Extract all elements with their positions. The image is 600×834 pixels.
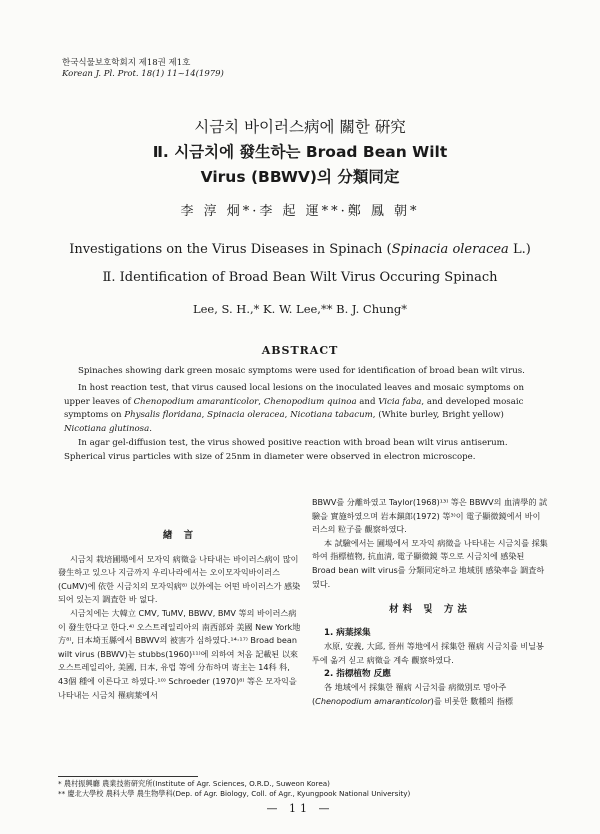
abstract-text: and: [356, 396, 379, 407]
left-column: [58, 523, 302, 702]
species-name: Physalis floridana: [124, 410, 202, 421]
methods-subheading-1: 1. 病葉採集: [324, 627, 371, 638]
species-name: Nicotiana tabacum: [290, 410, 373, 421]
methods-text: )를 비롯한 數種의 指標: [430, 695, 514, 706]
abstract-paragraph-3: In agar gel-diffusion test, the virus showed positive reaction with broad bean wilt virus antiserum. Spherical virus particles with size of 25nm in diameter were observed in electron microscope.: [64, 437, 508, 462]
methods-heading: 材料 및 方法: [389, 604, 471, 616]
species-name: Spinacia oleracea: [207, 410, 285, 421]
abstract-text: , (White burley, Bright yellow): [372, 410, 504, 421]
methods-subheading-2: 2. 指標植物 反應: [324, 668, 391, 679]
methods-paragraph-2: [312, 681, 548, 708]
english-authors: Lee, S. H.,* K. W. Lee,** B. J. Chung*: [192, 302, 408, 316]
abstract-text: ,: [258, 396, 264, 407]
abstract-body: [64, 365, 546, 465]
intro-paragraph-1: 시금치 栽培圃場에서 모자익 病徵을 나타내는 바이러스病이 많이 發生하고 있으나 지금까지 우리나라에서는 오이모자익바이러스(CuMV)에 依한 시금치의 모자익病⁸⁾ 以外에는 어떤 바이러스가 感染되어 있는지 調査한 바 없다.: [58, 553, 301, 605]
korean-title-line3: Virus (BBWV)의 分類同定: [200, 168, 400, 186]
footnote-divider: [58, 776, 198, 777]
intro-paragraph-2: 시금치에는 大韓立 CMV, TuMV, BBWV, BMV 等의 바이러스病이 發生한다고 한다.⁴⁾ 오스트레일리아의 南西部와 美國 New York地方⁸⁾, 日本埼玉縣에서 BBWV의 被害가 심하였다.¹⁴·¹⁷⁾ Broad bean wilt virus (BBWV)는 stubbs(1960)¹¹⁾에 의하여 처음 記載된 以來 오스트레일리아, 美國, 日本, 유럽 等에 分布하며 寄主는 14科 科, 43個 種에 이른다고 하였다.¹⁰⁾ Schroeder (1970)⁸⁾ 等은 모자익을 나타내는 시금치 罹病葉에서: [58, 607, 301, 700]
journal-name-english: Korean J. Pl. Prot. 18(1) 11~14(1979): [62, 69, 224, 79]
introduction-heading: 緖 言: [162, 530, 198, 541]
abstract-text: .: [149, 424, 152, 435]
species-name: Chenopodium quinoa: [263, 396, 357, 407]
korean-authors: 李 淳 炯*·李 起 運**·鄭 鳳 朝*: [180, 204, 420, 219]
abstract-paragraph-1: Spinaches showing dark green mosaic symptoms were used for identification of broad bean wilt virus.: [78, 366, 525, 376]
journal-name-korean: 한국식물보호학회지 제18권 제1호: [62, 58, 191, 68]
footnote-2: ** 慶北大學校 農科大學 農生物學科(Dep. of Agr. Biology, Coll. of Agr., Kyungpook National University): [58, 789, 411, 798]
journal-citation: [62, 58, 224, 80]
abstract-text: ,: [284, 410, 291, 421]
methods-paragraph-1: 水原, 安義, 大邱, 晉州 等地에서 採集한 罹病 시금치를 비닐봉투에 옮겨 싣고 病徵을 계속 觀察하였다.: [312, 641, 544, 665]
page-number: — 11 —: [266, 802, 334, 815]
species-name: Vicia faba: [378, 396, 422, 407]
korean-title-line2: Ⅱ. 시금치에 發生하는 Broad Bean Wilt: [152, 143, 448, 161]
right-column: [312, 496, 548, 708]
species-name: Chenopodium amaranticolor: [315, 695, 431, 706]
species-name: Spinacia oleracea: [391, 242, 509, 257]
korean-title-line1: 시금치 바이러스病에 關한 硏究: [194, 118, 406, 136]
english-title-line1: [0, 240, 600, 260]
footnote-1: * 農村振興廳 農業技術硏究所(Institute of Agr. Sciences, O.R.D., Suweon Korea): [58, 779, 330, 788]
methods-text: 各 地域에서 採集한 罹病 시금치를 病徵別로 명아주(: [312, 682, 507, 706]
intro-paragraph-4: 本 試驗에서는 圃場에서 모자익 病徵을 나타내는 시금치를 採集하여 指標植物, 抗血淸, 電子顯微鏡 等으로 시금치에 感染된 Broad bean wilt virus를 分類同定하고 地域別 感染率을 調査하였다.: [312, 537, 548, 589]
species-name: Nicotiana glutinosa: [64, 424, 150, 435]
english-title-line2: Ⅱ. Identification of Broad Bean Wilt Virus Occuring Spinach: [102, 270, 498, 285]
abstract-paragraph-2: [64, 382, 546, 437]
species-name: Chenopodium amaranticolor: [133, 396, 259, 407]
english-title-part: L.): [508, 242, 531, 257]
intro-paragraph-3: BBWV를 分離하였고 Taylor(1968)¹³⁾ 等은 BBWV의 血淸學的 試驗을 實施하였으며 岩本鎭郎(1972) 等³⁾이 電子顯微鏡에서 바이러스의 粒子를 觀察하였다.: [312, 497, 548, 535]
abstract-text: , and developed mosaic symptoms on: [64, 396, 524, 421]
abstract-heading: ABSTRACT: [261, 344, 339, 357]
english-title-part: Investigations on the Virus Diseases in Spinach (: [69, 242, 392, 257]
abstract-text: ,: [201, 410, 208, 421]
abstract-text: In host reaction test, that virus caused local lesions on the inoculated leaves and mosaic symptoms on upper leaves of: [64, 382, 524, 407]
